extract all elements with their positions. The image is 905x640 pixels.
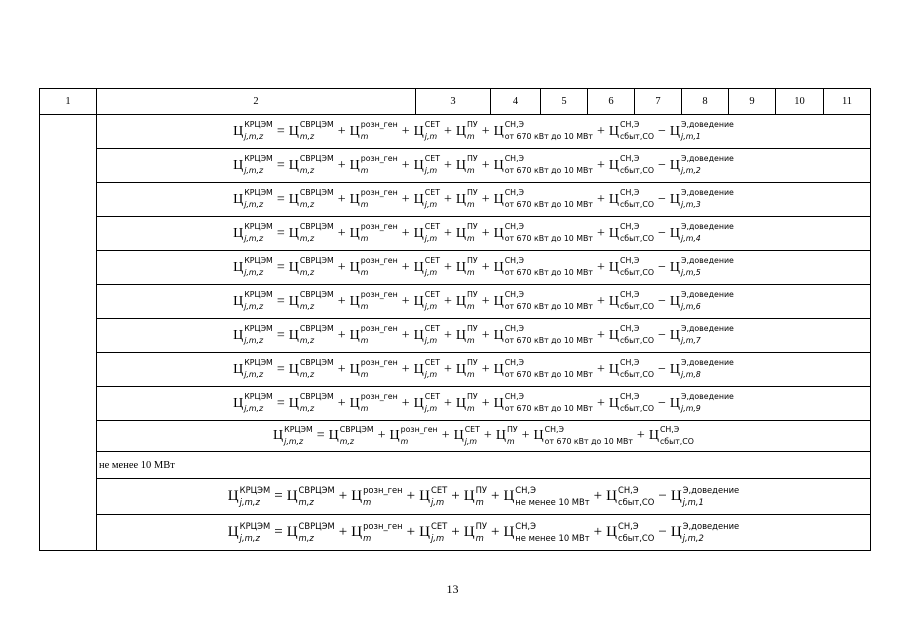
price-formula xyxy=(233,392,734,414)
operator: + xyxy=(481,191,490,207)
price-formula xyxy=(233,188,734,210)
operator: + xyxy=(443,157,452,173)
operator: + xyxy=(377,428,386,443)
formula-row xyxy=(40,319,871,353)
formula-row xyxy=(40,251,871,285)
rozn-gen-term: Ц розн_ген m xyxy=(349,290,398,312)
svrcem-term: Ц СВРЦЭМ m,z xyxy=(288,222,334,244)
sbyt-term: Ц СН,Э сбыт,СО xyxy=(608,154,654,176)
row-cell-col1 xyxy=(40,353,97,387)
formula-row xyxy=(40,149,871,183)
svrcem-term: Ц СВРЦЭМ m,z xyxy=(288,324,334,346)
pu-term: Ц ПУ m xyxy=(455,120,478,142)
dovedenie-term: Ц Э,доведение j,m,1 xyxy=(669,120,734,142)
pu-term: Ц ПУ m xyxy=(463,520,487,544)
formula-cell xyxy=(97,387,871,421)
operator: − xyxy=(658,225,666,241)
formula-cell xyxy=(97,183,871,217)
formula-row xyxy=(40,479,871,515)
operator: + xyxy=(483,428,492,443)
price-formula xyxy=(273,424,694,446)
operator: = xyxy=(276,157,285,173)
formula-cell xyxy=(97,515,871,551)
operator: + xyxy=(443,225,452,241)
price-formula xyxy=(227,520,740,544)
formula-row xyxy=(40,217,871,251)
operator: + xyxy=(596,293,605,309)
operator: + xyxy=(337,327,346,343)
dovedenie-term: Ц Э,доведение j,m,1 xyxy=(670,484,740,508)
pu-term: Ц ПУ m xyxy=(455,358,478,380)
price-formula xyxy=(233,120,734,142)
operator: + xyxy=(596,191,605,207)
operator: + xyxy=(443,327,452,343)
formula-row xyxy=(40,387,871,421)
operator: + xyxy=(443,293,452,309)
operator: = xyxy=(276,259,285,275)
set-term: Ц СЕТ j,m xyxy=(413,392,440,414)
operator: − xyxy=(658,327,666,343)
operator: + xyxy=(596,395,605,411)
operator: + xyxy=(451,524,460,540)
sn-term: Ц СН,Э от 670 кВт до 10 МВт xyxy=(493,358,593,380)
dovedenie-term: Ц Э,доведение j,m,8 xyxy=(669,358,734,380)
operator: + xyxy=(451,488,460,504)
set-term: Ц СЕТ j,m xyxy=(413,290,440,312)
operator: + xyxy=(406,488,416,504)
lhs-price-symbol: Ц КРЦЭМ j,m,z xyxy=(273,424,313,446)
operator: + xyxy=(441,428,450,443)
set-term: Ц СЕТ j,m xyxy=(413,256,440,278)
operator: + xyxy=(337,191,346,207)
rozn-gen-term: Ц розн_ген m xyxy=(351,484,403,508)
lhs-price-symbol: Ц КРЦЭМ j,m,z xyxy=(233,188,273,210)
sn-term: Ц СН,Э от 670 кВт до 10 МВт xyxy=(493,188,593,210)
pu-term: Ц ПУ m xyxy=(455,392,478,414)
formula-cell xyxy=(97,115,871,149)
operator: − xyxy=(658,157,666,173)
svrcem-term: Ц СВРЦЭМ m,z xyxy=(328,424,374,446)
operator: = xyxy=(276,361,285,377)
operator: − xyxy=(658,488,667,504)
operator: + xyxy=(401,361,410,377)
rozn-gen-term: Ц розн_ген m xyxy=(349,256,398,278)
lhs-price-symbol: Ц КРЦЭМ j,m,z xyxy=(233,222,273,244)
operator: + xyxy=(337,225,346,241)
pu-term: Ц ПУ m xyxy=(455,256,478,278)
col-header-7: 7 xyxy=(635,89,682,115)
operator: = xyxy=(316,428,325,443)
formula-cell xyxy=(97,285,871,319)
operator: = xyxy=(276,191,285,207)
price-formula xyxy=(233,256,734,278)
row-cell-col1 xyxy=(40,183,97,217)
row-cell-col1 xyxy=(40,479,97,515)
svrcem-term: Ц СВРЦЭМ m,z xyxy=(288,290,334,312)
lhs-price-symbol: Ц КРЦЭМ j,m,z xyxy=(233,392,273,414)
price-formula xyxy=(227,484,740,508)
dovedenie-term: Ц Э,доведение j,m,5 xyxy=(669,256,734,278)
operator: + xyxy=(443,191,452,207)
operator: + xyxy=(337,259,346,275)
operator: + xyxy=(521,428,530,443)
operator: + xyxy=(338,524,348,540)
lhs-price-symbol: Ц КРЦЭМ j,m,z xyxy=(227,520,271,544)
rozn-gen-term: Ц розн_ген m xyxy=(349,120,398,142)
operator: + xyxy=(401,395,410,411)
operator: + xyxy=(490,524,500,540)
sbyt-term: Ц СН,Э сбыт,СО xyxy=(608,290,654,312)
set-term: Ц СЕТ j,m xyxy=(413,358,440,380)
formula-cell xyxy=(97,149,871,183)
sbyt-term: Ц СН,Э сбыт,СО xyxy=(608,120,654,142)
dovedenie-term: Ц Э,доведение j,m,6 xyxy=(669,290,734,312)
operator: = xyxy=(276,123,285,139)
sbyt-term: Ц СН,Э сбыт,СО xyxy=(608,392,654,414)
lhs-price-symbol: Ц КРЦЭМ j,m,z xyxy=(233,120,273,142)
operator: + xyxy=(596,259,605,275)
row-cell-col1 xyxy=(40,149,97,183)
price-table xyxy=(39,88,871,551)
rozn-gen-term: Ц розн_ген m xyxy=(349,222,398,244)
operator: + xyxy=(596,225,605,241)
formula-row xyxy=(40,421,871,452)
operator: + xyxy=(481,123,490,139)
price-formula xyxy=(233,290,734,312)
dovedenie-term: Ц Э,доведение j,m,2 xyxy=(670,520,740,544)
pu-term: Ц ПУ m xyxy=(455,290,478,312)
col-header-6: 6 xyxy=(588,89,635,115)
dovedenie-term: Ц Э,доведение j,m,3 xyxy=(669,188,734,210)
formula-cell xyxy=(97,251,871,285)
svrcem-term: Ц СВРЦЭМ m,z xyxy=(288,392,334,414)
col-header-5: 5 xyxy=(541,89,588,115)
sn-term: Ц СН,Э не менее 10 МВт xyxy=(503,520,590,544)
operator: = xyxy=(276,225,285,241)
operator: − xyxy=(658,191,666,207)
pu-term: Ц ПУ m xyxy=(455,222,478,244)
pu-term: Ц ПУ m xyxy=(455,324,478,346)
sbyt-term: Ц СН,Э сбыт,СО xyxy=(608,256,654,278)
pu-term: Ц ПУ m xyxy=(455,154,478,176)
sbyt-term: Ц СН,Э сбыт,СО xyxy=(606,520,655,544)
rozn-gen-term: Ц розн_ген m xyxy=(349,358,398,380)
pu-term: Ц ПУ m xyxy=(455,188,478,210)
section-label: не менее 10 МВт xyxy=(97,452,871,479)
operator: − xyxy=(658,524,667,540)
sn-term: Ц СН,Э от 670 кВт до 10 МВт xyxy=(493,256,593,278)
sn-term: Ц СН,Э от 670 кВт до 10 МВт xyxy=(493,120,593,142)
operator: − xyxy=(658,395,666,411)
operator: = xyxy=(274,488,283,504)
operator: + xyxy=(481,395,490,411)
sn-term: Ц СН,Э от 670 кВт до 10 МВт xyxy=(493,392,593,414)
formula-row xyxy=(40,115,871,149)
svrcem-term: Ц СВРЦЭМ m,z xyxy=(288,188,334,210)
operator: + xyxy=(443,395,452,411)
operator: + xyxy=(406,524,416,540)
operator: + xyxy=(401,225,410,241)
row-cell-col1 xyxy=(40,387,97,421)
row-cell-col1 xyxy=(40,251,97,285)
svrcem-term: Ц СВРЦЭМ m,z xyxy=(286,484,335,508)
operator: + xyxy=(490,488,500,504)
operator: + xyxy=(337,395,346,411)
svrcem-term: Ц СВРЦЭМ m,z xyxy=(288,256,334,278)
sn-term: Ц СН,Э от 670 кВт до 10 МВт xyxy=(493,290,593,312)
row-cell-col1 xyxy=(40,115,97,149)
operator: + xyxy=(596,327,605,343)
col-header-8: 8 xyxy=(682,89,729,115)
formula-row xyxy=(40,515,871,551)
sn-term: Ц СН,Э не менее 10 МВт xyxy=(503,484,590,508)
sn-term: Ц СН,Э от 670 кВт до 10 МВт xyxy=(493,222,593,244)
svrcem-term: Ц СВРЦЭМ m,z xyxy=(288,154,334,176)
formula-cell xyxy=(97,217,871,251)
col-header-3: 3 xyxy=(416,89,491,115)
operator: + xyxy=(401,157,410,173)
operator: + xyxy=(596,123,605,139)
sbyt-term: Ц СН,Э сбыт,СО xyxy=(648,424,694,446)
formula-cell xyxy=(97,421,871,452)
col-header-9: 9 xyxy=(729,89,776,115)
operator: + xyxy=(593,488,603,504)
operator: + xyxy=(337,293,346,309)
rozn-gen-term: Ц розн_ген m xyxy=(389,424,438,446)
row-cell-col1 xyxy=(40,515,97,551)
dovedenie-term: Ц Э,доведение j,m,2 xyxy=(669,154,734,176)
price-formula xyxy=(233,154,734,176)
svrcem-term: Ц СВРЦЭМ m,z xyxy=(288,358,334,380)
rozn-gen-term: Ц розн_ген m xyxy=(351,520,403,544)
row-cell-col1 xyxy=(40,285,97,319)
operator: + xyxy=(401,259,410,275)
col-header-4: 4 xyxy=(491,89,541,115)
formula-cell xyxy=(97,353,871,387)
sbyt-term: Ц СН,Э сбыт,СО xyxy=(608,188,654,210)
rozn-gen-term: Ц розн_ген m xyxy=(349,392,398,414)
operator: + xyxy=(593,524,603,540)
formula-row xyxy=(40,285,871,319)
operator: − xyxy=(658,293,666,309)
operator: + xyxy=(481,225,490,241)
operator: = xyxy=(274,524,283,540)
page-number: 13 xyxy=(446,582,459,596)
lhs-price-symbol: Ц КРЦЭМ j,m,z xyxy=(233,290,273,312)
sbyt-term: Ц СН,Э сбыт,СО xyxy=(608,358,654,380)
set-term: Ц СЕТ j,m xyxy=(453,424,480,446)
col-header-1: 1 xyxy=(40,89,97,115)
operator: + xyxy=(338,488,348,504)
formula-row xyxy=(40,353,871,387)
rozn-gen-term: Ц розн_ген m xyxy=(349,154,398,176)
row-cell-col1 xyxy=(40,452,97,479)
operator: + xyxy=(443,361,452,377)
operator: + xyxy=(337,361,346,377)
set-term: Ц СЕТ j,m xyxy=(413,154,440,176)
col-header-10: 10 xyxy=(776,89,824,115)
operator: + xyxy=(401,327,410,343)
rozn-gen-term: Ц розн_ген m xyxy=(349,324,398,346)
header-row xyxy=(40,89,871,115)
lhs-price-symbol: Ц КРЦЭМ j,m,z xyxy=(233,154,273,176)
section-label-row xyxy=(40,452,871,479)
set-term: Ц СЕТ j,m xyxy=(413,324,440,346)
pu-term: Ц ПУ m xyxy=(495,424,518,446)
operator: + xyxy=(401,293,410,309)
operator: + xyxy=(481,293,490,309)
operator: + xyxy=(443,123,452,139)
operator: + xyxy=(481,157,490,173)
operator: + xyxy=(401,191,410,207)
pu-term: Ц ПУ m xyxy=(463,484,487,508)
dovedenie-term: Ц Э,доведение j,m,4 xyxy=(669,222,734,244)
operator: = xyxy=(276,395,285,411)
lhs-price-symbol: Ц КРЦЭМ j,m,z xyxy=(227,484,271,508)
lhs-price-symbol: Ц КРЦЭМ j,m,z xyxy=(233,324,273,346)
sbyt-term: Ц СН,Э сбыт,СО xyxy=(606,484,655,508)
operator: + xyxy=(481,259,490,275)
col-header-11: 11 xyxy=(824,89,871,115)
set-term: Ц СЕТ j,m xyxy=(419,484,448,508)
sbyt-term: Ц СН,Э сбыт,СО xyxy=(608,222,654,244)
operator: + xyxy=(443,259,452,275)
dovedenie-term: Ц Э,доведение j,m,9 xyxy=(669,392,734,414)
set-term: Ц СЕТ j,m xyxy=(413,188,440,210)
operator: + xyxy=(337,123,346,139)
lhs-price-symbol: Ц КРЦЭМ j,m,z xyxy=(233,256,273,278)
operator: + xyxy=(401,123,410,139)
svrcem-term: Ц СВРЦЭМ m,z xyxy=(288,120,334,142)
formula-cell xyxy=(97,479,871,515)
operator: − xyxy=(658,123,666,139)
formula-cell xyxy=(97,319,871,353)
row-cell-col1 xyxy=(40,421,97,452)
sn-term: Ц СН,Э от 670 кВт до 10 МВт xyxy=(493,154,593,176)
sn-term: Ц СН,Э от 670 кВт до 10 МВт xyxy=(533,424,633,446)
operator: = xyxy=(276,293,285,309)
svrcem-term: Ц СВРЦЭМ m,z xyxy=(286,520,335,544)
set-term: Ц СЕТ j,m xyxy=(419,520,448,544)
operator: + xyxy=(596,157,605,173)
operator: − xyxy=(658,361,666,377)
operator: + xyxy=(481,361,490,377)
dovedenie-term: Ц Э,доведение j,m,7 xyxy=(669,324,734,346)
set-term: Ц СЕТ j,m xyxy=(413,120,440,142)
operator: + xyxy=(636,428,645,443)
col-header-2: 2 xyxy=(97,89,416,115)
operator: + xyxy=(596,361,605,377)
operator: + xyxy=(481,327,490,343)
formula-row xyxy=(40,183,871,217)
set-term: Ц СЕТ j,m xyxy=(413,222,440,244)
sbyt-term: Ц СН,Э сбыт,СО xyxy=(608,324,654,346)
price-formula xyxy=(233,358,734,380)
operator: = xyxy=(276,327,285,343)
sn-term: Ц СН,Э от 670 кВт до 10 МВт xyxy=(493,324,593,346)
price-formula xyxy=(233,324,734,346)
rozn-gen-term: Ц розн_ген m xyxy=(349,188,398,210)
price-formula xyxy=(233,222,734,244)
lhs-price-symbol: Ц КРЦЭМ j,m,z xyxy=(233,358,273,380)
row-cell-col1 xyxy=(40,319,97,353)
operator: + xyxy=(337,157,346,173)
operator: − xyxy=(658,259,666,275)
row-cell-col1 xyxy=(40,217,97,251)
